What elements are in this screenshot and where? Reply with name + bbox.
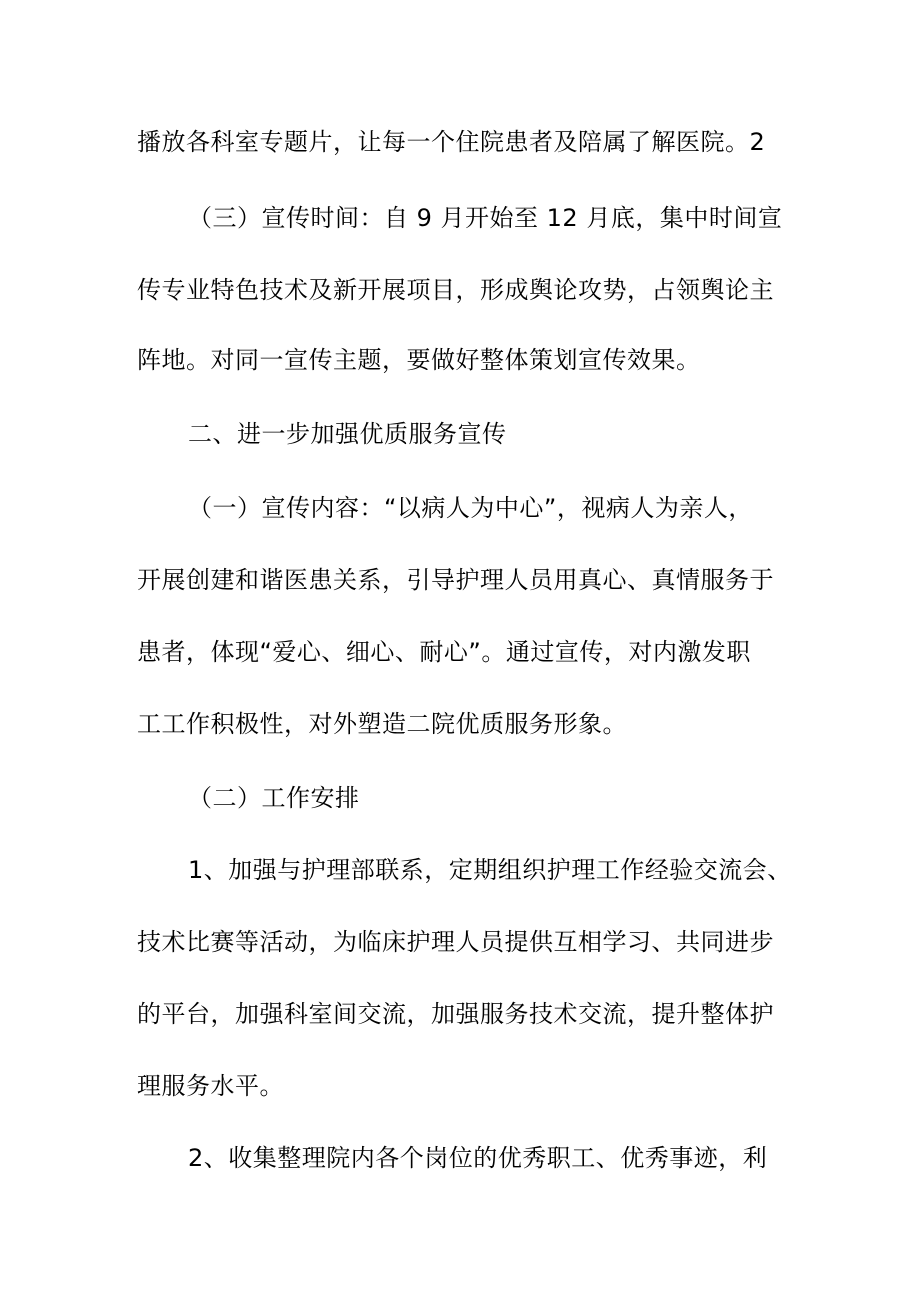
text-line-2: （三）宣传时间：自 9 月开始至 12 月底，集中时间宣 xyxy=(188,204,783,232)
text-line-8: 患者，体现“爱心、细心、耐心”。通过宣传，对内激发职 xyxy=(137,638,751,666)
subsection-heading: （二）工作安排 xyxy=(188,784,360,812)
text-line-11: 1、加强与护理部联系，定期组织护理工作经验交流会、 xyxy=(188,856,792,884)
text-line-6: （一）宣传内容：“以病人为中心”，视病人为亲人， xyxy=(188,494,753,522)
text-line-15: 2、收集整理院内各个岗位的优秀职工、优秀事迹，利 xyxy=(188,1144,768,1172)
text-line-14: 理服务水平。 xyxy=(137,1072,284,1100)
text-line-1: 播放各科室专题片，让每一个住院患者及陪属了解医院。2 xyxy=(137,128,766,156)
text-line-3: 传专业特色技术及新开展项目，形成舆论攻势，占领舆论主 xyxy=(137,276,774,304)
text-line-9: 工工作积极性，对外塑造二院优质服务形象。 xyxy=(137,710,627,738)
text-line-7: 开展创建和谐医患关系，引导护理人员用真心、真情服务于 xyxy=(137,566,774,594)
text-line-4: 阵地。对同一宣传主题，要做好整体策划宣传效果。 xyxy=(137,346,701,374)
text-line-12: 技术比赛等活动，为临床护理人员提供互相学习、共同进步 xyxy=(137,928,774,956)
section-heading: 二、进一步加强优质服务宣传 xyxy=(188,420,507,448)
text-line-13: 的平台，加强科室间交流，加强服务技术交流，提升整体护 xyxy=(137,1000,774,1028)
